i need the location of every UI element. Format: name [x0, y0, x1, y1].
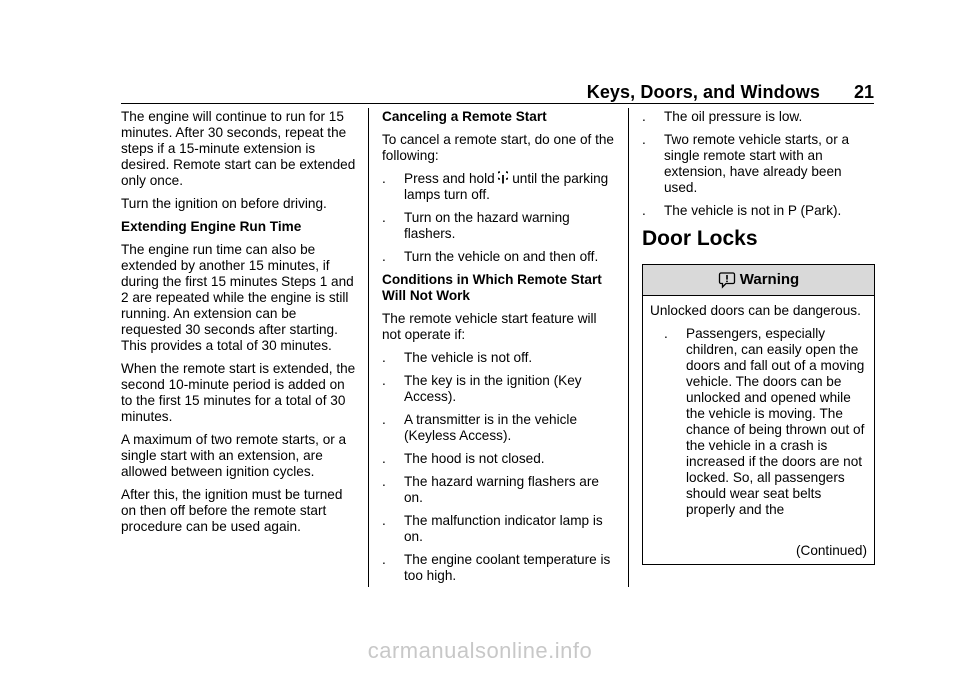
list-item-text: The malfunction indicator lamp is on. — [404, 513, 603, 544]
bullet-marker: . — [642, 132, 646, 147]
subheading-canceling-remote-start: Canceling a Remote Start — [382, 109, 547, 124]
warning-header — [643, 265, 874, 296]
bullet-marker: . — [382, 249, 386, 264]
paragraph: Turn the ignition on before driving. — [121, 196, 327, 211]
continued-label: (Continued) — [795, 543, 867, 558]
bullet-marker: . — [382, 210, 386, 225]
paragraph: The remote vehicle start feature will not operate if: — [382, 311, 597, 342]
subheading-extending-engine-run-time: Extending Engine Run Time — [121, 219, 302, 234]
list-item-text: The vehicle is not off. — [404, 350, 533, 365]
bullet-marker: . — [664, 326, 668, 341]
bullet-marker: . — [382, 474, 386, 489]
watermark-footer: carmanualsonline.info — [367, 638, 593, 663]
list-item — [642, 132, 875, 196]
list-item — [382, 412, 614, 444]
list-item-text: The key is in the ignition (Key Access). — [404, 373, 582, 404]
bullet-marker: . — [382, 412, 386, 427]
bullet-marker: . — [642, 109, 646, 124]
subheading-conditions-remote-start: Conditions in Which Remote Start Will Not Work — [382, 272, 602, 303]
bullet-marker: . — [382, 451, 386, 466]
warning-title: Warning — [739, 271, 800, 288]
list-item-text: The vehicle is not in P (Park). — [664, 203, 842, 218]
column-divider-1 — [368, 108, 369, 587]
list-item-text: until the parking lamps turn off. — [404, 171, 609, 202]
list-item — [382, 513, 614, 545]
list-item — [382, 373, 614, 405]
list-item — [382, 171, 614, 203]
column-divider-2 — [628, 108, 629, 587]
header-divider — [121, 103, 874, 104]
list-item-text: The engine coolant temperature is too high. — [404, 552, 611, 583]
list-item — [642, 109, 875, 125]
column-3 — [642, 109, 875, 565]
section-title-door-locks: Door Locks — [642, 227, 758, 250]
list-item-text: Press and hold — [404, 171, 495, 186]
list-item — [382, 210, 614, 242]
page-number: 21 — [853, 82, 874, 102]
paragraph: After this, the ignition must be turned on then off before the remote start procedure can be used again. — [121, 487, 343, 534]
list-item-text: Turn on the hazard warning flashers. — [404, 210, 570, 241]
list-item-text: Passengers, especially children, can easily open the doors and fall out of a moving vehicle. The doors can be unlocked and opened while the vehicle is moving. The chance of being thrown out of the vehicle in a crash is increased if the doors are not locked. So, all passengers should wear seat belts properly and the — [686, 326, 865, 517]
list-item — [382, 451, 614, 467]
list-item — [664, 326, 867, 518]
paragraph: To cancel a remote start, do one of the following: — [382, 132, 614, 163]
list-item — [382, 474, 614, 506]
column-1 — [121, 109, 356, 542]
bullet-marker: . — [382, 552, 386, 567]
list-item — [382, 552, 614, 584]
paragraph: The engine will continue to run for 15 minutes. After 30 seconds, repeat the steps if a 15-minute extension is desired. Remote start can be extended only once. — [121, 109, 356, 188]
list-item-text: A transmitter is in the vehicle (Keyless Access). — [404, 412, 578, 443]
column-2 — [382, 109, 614, 591]
warning-icon — [718, 271, 736, 289]
bullet-marker: . — [382, 373, 386, 388]
bullet-marker: . — [382, 171, 386, 186]
warning-intro: Unlocked doors can be dangerous. — [650, 303, 861, 318]
list-item-text: The hazard warning flashers are on. — [404, 474, 599, 505]
paragraph: The engine run time can also be extended by another 15 minutes, if during the first 15 minutes Steps 1 and 2 are repeated while the engine is still running. An extension can be requested 30 seconds after starting. This provides a total of 30 minutes. — [121, 242, 354, 353]
remote-start-icon — [498, 171, 508, 184]
warning-box — [642, 264, 875, 565]
bullet-marker: . — [382, 350, 386, 365]
list-item-text: Turn the vehicle on and then off. — [404, 249, 599, 264]
list-item-text: The oil pressure is low. — [664, 109, 803, 124]
warning-body — [643, 296, 874, 518]
section-header-title: Keys, Doors, and Windows — [586, 82, 820, 102]
paragraph: When the remote start is extended, the second 10-minute period is added on to the first 15 minutes for a total of 30 minutes. — [121, 361, 356, 424]
list-item — [642, 203, 875, 219]
paragraph: A maximum of two remote starts, or a single start with an extension, are allowed between ignition cycles. — [121, 432, 347, 479]
list-item — [382, 350, 614, 366]
list-item-text: Two remote vehicle starts, or a single remote start with an extension, have already been used. — [664, 132, 850, 195]
bullet-marker: . — [382, 513, 386, 528]
bullet-marker: . — [642, 203, 646, 218]
list-item — [382, 249, 614, 265]
list-item-text: The hood is not closed. — [404, 451, 545, 466]
